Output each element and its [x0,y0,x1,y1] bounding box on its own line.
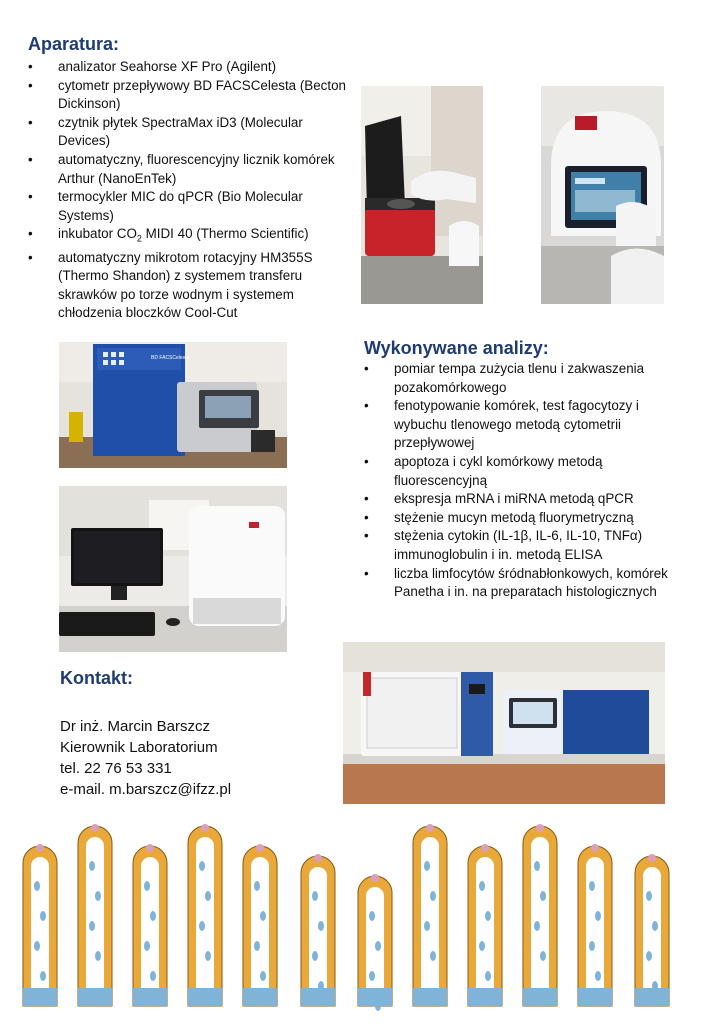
apparatus-item-text: MIDI 40 (Thermo Scientific) [141,226,309,242]
apparatus-item: • cytometr przepływowy BD FACSCelesta (Becton Dickinson) [28,77,348,114]
analyses-heading: Wykonywane analizy: [364,338,549,358]
villus [468,844,502,1006]
apparatus-item: • analizator Seahorse XF Pro (Agilent) [28,58,348,77]
apparatus-list [28,58,348,323]
contact-phone: tel. 22 76 53 331 [60,760,172,777]
villus [301,854,335,1006]
facscelesta-cytometer-photo [59,342,287,468]
contact-heading: Kontakt: [60,668,133,688]
villus [413,824,447,1006]
facscelesta-brand-label: BD FACSCelesta [151,355,190,361]
incubator-and-qpcr-photo [343,642,665,804]
villus [188,824,222,1006]
analysis-item: • liczba limfocytów śródnabłonkowych, komórek Panetha i in. na preparatach histologicznych [364,565,694,602]
analysis-item: • ekspresja mRNA i miRNA metodą qPCR [364,490,694,509]
villus [358,874,392,1011]
apparatus-item: • czytnik płytek SpectraMax iD3 (Molecular Devices) [28,114,348,151]
apparatus-item: • automatyczny, fluorescencyjny licznik komórek Arthur (NanoEnTek) [28,151,348,188]
apparatus-item: • termocykler MIC do qPCR (Bio Molecular Systems) [28,188,348,225]
analyses-list [364,360,694,602]
apparatus-item: • automatyczny mikrotom rotacyjny HM355S (Thermo Shandon) z systemem transferu skrawków po torze wodnym i systemem chłodzenia bloczków Cool-Cut [28,249,348,323]
analysis-item: • apoptoza i cykl komórkowy metodą fluorescencyjną [364,453,694,490]
contact-details [60,716,231,800]
apparatus-item-subscript: 2 [136,234,142,245]
villus [578,844,612,1006]
apparatus-heading: Aparatura: [28,34,120,54]
villus [133,844,167,1006]
villus [523,824,557,1006]
villus [78,824,112,1006]
analysis-item: • stężenie mucyn metodą fluorymetryczną [364,509,694,528]
seahorse-analyzer-photo [361,86,483,304]
apparatus-item-text: inkubator CO [58,226,137,242]
spectramax-reader-photo [541,86,664,304]
contact-role: Kierownik Laboratorium [60,739,218,756]
villus [23,844,57,1006]
contact-name: Dr inż. Marcin Barszcz [60,718,211,735]
computer-workstation-photo [59,486,287,652]
villus [635,854,669,1006]
contact-email[interactable]: e-mail. m.barszcz@ifzz.pl [60,781,232,798]
villus [243,844,277,1006]
analysis-item: • pomiar tempa zużycia tlenu i zakwaszenia pozakomórkowego [364,360,694,397]
apparatus-item [28,225,348,248]
analysis-item: • fenotypowanie komórek, test fagocytozy i wybuchu tlenowego metodą cytometrii przepływowej [364,397,694,453]
analysis-item: • stężenia cytokin (IL-1β, IL-6, IL-10, TNFα) immunoglobulin i in. metodą ELISA [364,527,694,564]
intestinal-villi-illustration [0,816,709,1016]
